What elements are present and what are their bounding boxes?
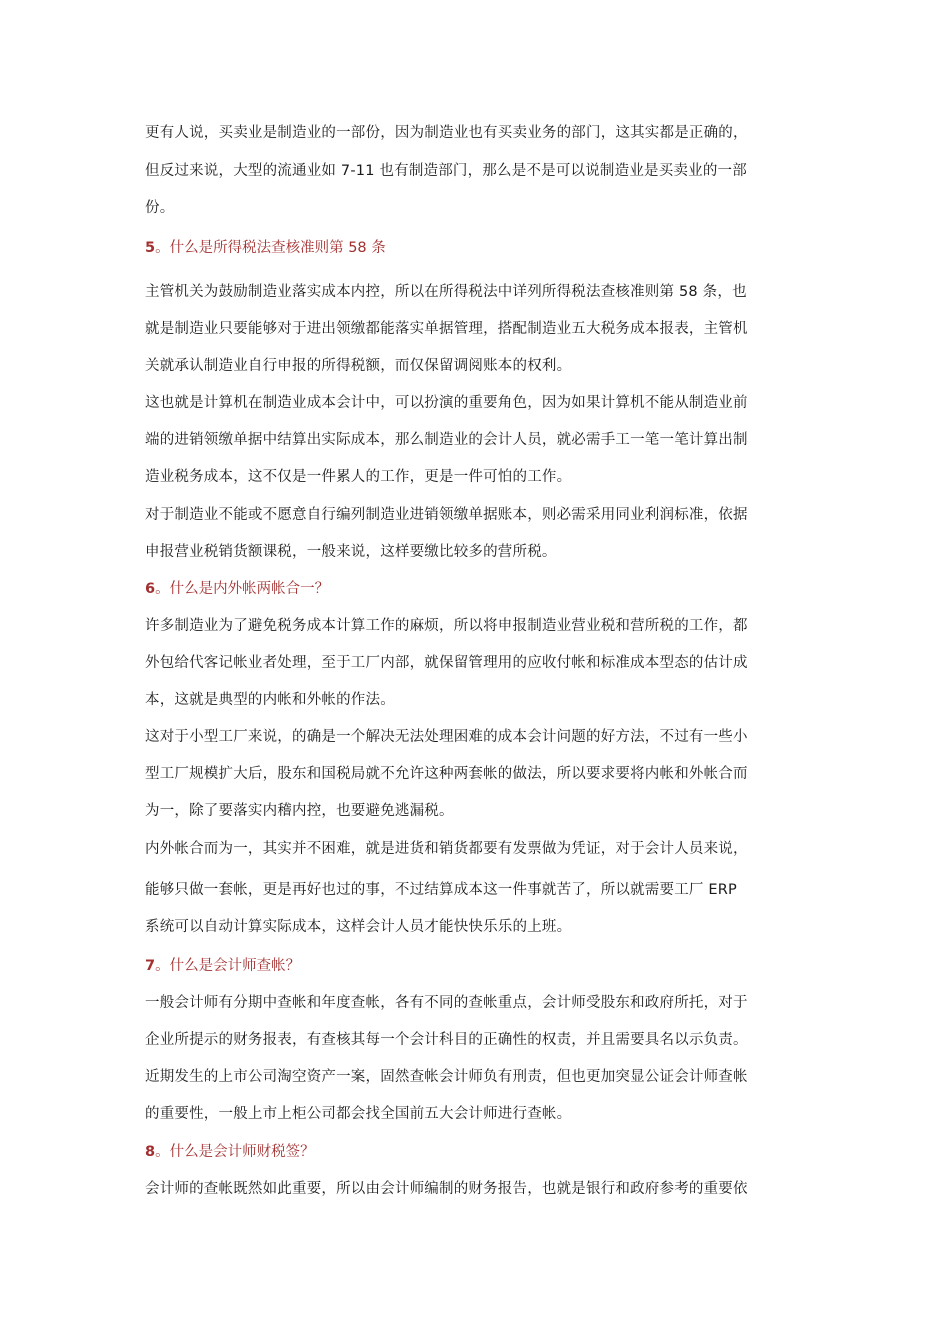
section-6-paragraph-1	[145, 608, 805, 719]
text-line: 的重要性，一般上市上柜公司都会找全国前五大会计师进行查帐。	[145, 1106, 572, 1122]
section-number: 7	[145, 958, 156, 974]
text-line: 这对于小型工厂来说，的确是一个解决无法处理困难的成本会计问题的好方法，不过有一些小	[145, 729, 748, 745]
section-8-paragraph-1	[145, 1171, 805, 1208]
section-heading-5	[145, 230, 805, 267]
text-line: 企业所提示的财务报表，有查核其每一个会计科目的正确性的权责，并且需要具名以示负责。	[145, 1032, 748, 1048]
text-line: 许多制造业为了避免税务成本计算工作的麻烦，所以将申报制造业营业税和营所税的工作，都	[145, 618, 748, 634]
section-title: 。什么是会计师查帐？	[155, 958, 301, 974]
text-line: 会计师的查帐既然如此重要，所以由会计师编制的财务报告，也就是银行和政府参考的重要依	[145, 1181, 748, 1197]
section-number: 8	[145, 1144, 156, 1160]
text-line: 申报营业税销货额课税，一般来说，这样要缴比较多的营所税。	[145, 544, 557, 560]
text-line: 这也就是计算机在制造业成本会计中，可以扮演的重要角色，因为如果计算机不能从制造业前	[145, 395, 748, 411]
text-line: 但反过来说，大型的流通业如 7-11 也有制造部门，那么是不是可以说制造业是买卖业的一部	[145, 163, 747, 179]
section-number: 6	[145, 581, 156, 597]
section-number: 5	[145, 240, 156, 256]
text-line: 内外帐合而为一，其实并不困难，就是进货和销货都要有发票做为凭证，对于会计人员来说，	[145, 841, 748, 857]
text-line: 外包给代客记帐业者处理，至于工厂内部，就保留管理用的应收付帐和标准成本型态的估计成	[145, 655, 748, 671]
section-7-paragraph-2	[145, 1059, 805, 1133]
section-5-paragraph-3	[145, 497, 805, 571]
section-heading-6	[145, 571, 805, 608]
text-line: 本，这就是典型的内帐和外帐的作法。	[145, 692, 395, 708]
text-line: 主管机关为鼓励制造业落实成本内控，所以在所得税法中详列所得税法查核准则第 58 条，也	[145, 284, 747, 300]
section-heading-7	[145, 948, 805, 985]
text-line: 型工厂规模扩大后，股东和国税局就不允许这种两套帐的做法，所以要求要将内帐和外帐合而	[145, 766, 748, 782]
text-line: 关就承认制造业自行申报的所得税额，而仅保留调阅账本的权利。	[145, 358, 572, 374]
section-title: 。什么是所得税法查核准则第 58 条	[155, 240, 386, 256]
text-line: 端的进销领缴单据中结算出实际成本，那么制造业的会计人员，就必需手工一笔一笔计算出制	[145, 432, 748, 448]
intro-paragraph	[145, 115, 805, 227]
section-6-paragraph-3	[145, 831, 805, 946]
section-heading-8	[145, 1134, 805, 1171]
text-line: 份。	[145, 200, 175, 216]
section-title: 。什么是内外帐两帐合一？	[155, 581, 330, 597]
text-line: 更有人说，买卖业是制造业的一部份，因为制造业也有买卖业务的部门，这其实都是正确的，	[145, 125, 748, 141]
text-line: 为一，除了要落实内稽内控，也要避免逃漏税。	[145, 803, 454, 819]
section-6-paragraph-2	[145, 719, 805, 830]
section-5-paragraph-2	[145, 385, 805, 496]
text-line: 系统可以自动计算实际成本，这样会计人员才能快快乐乐的上班。	[145, 919, 572, 935]
text-line: 对于制造业不能或不愿意自行编列制造业进销领缴单据账本，则必需采用同业利润标准，依据	[145, 507, 748, 523]
text-line: 一般会计师有分期中查帐和年度查帐，各有不同的查帐重点，会计师受股东和政府所托，对于	[145, 995, 748, 1011]
text-line: 就是制造业只要能够对于进出领缴都能落实单据管理，搭配制造业五大税务成本报表，主管机	[145, 321, 748, 337]
section-5-paragraph-1	[145, 274, 805, 385]
section-7-paragraph-1	[145, 985, 805, 1059]
section-title: 。什么是会计师财税签？	[155, 1144, 315, 1160]
text-line: 能够只做一套帐，更是再好也过的事，不过结算成本这一件事就苦了，所以就需要工厂 ERP	[145, 882, 737, 898]
text-line: 近期发生的上市公司淘空资产一案，固然查帐会计师负有刑责，但也更加突显公证会计师查帐	[145, 1069, 748, 1085]
text-line: 造业税务成本，这不仅是一件累人的工作，更是一件可怕的工作。	[145, 469, 572, 485]
